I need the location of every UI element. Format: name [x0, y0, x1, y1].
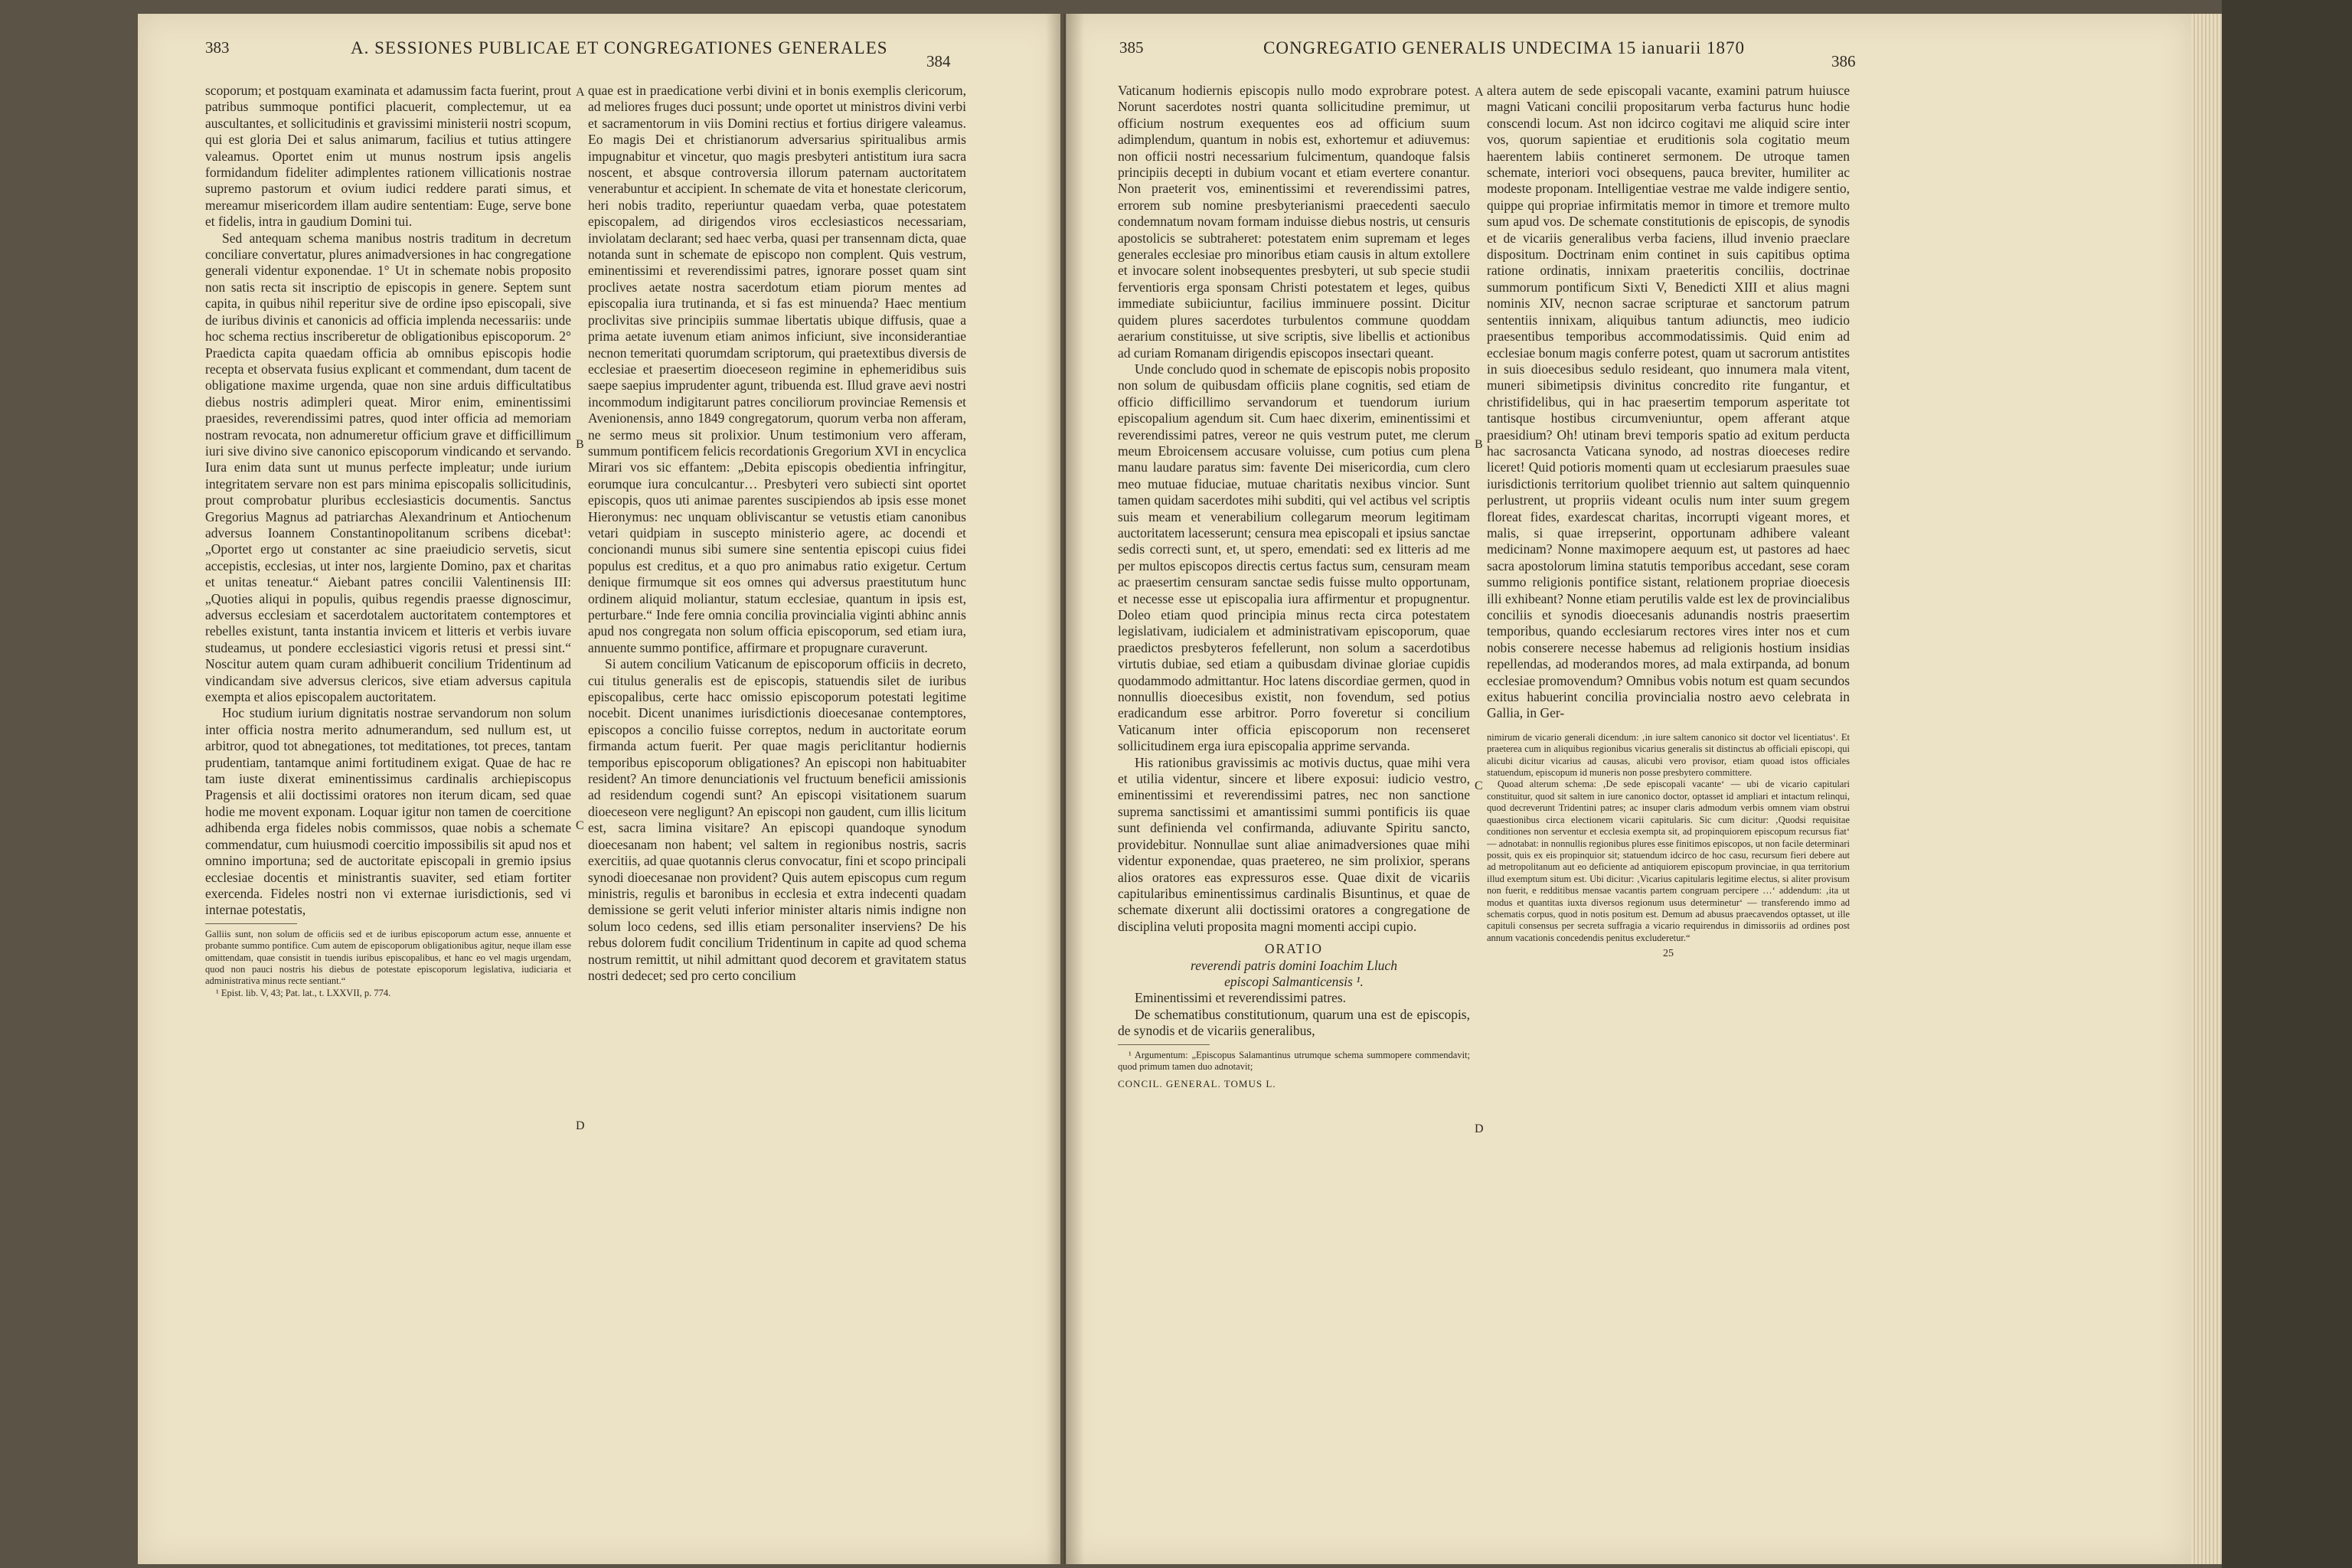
left-running-head: A. SESSIONES PUBLICAE ET CONGREGATIONES GENERALES: [351, 38, 888, 57]
margin-letter: C: [576, 819, 584, 832]
footnote: Galliis sunt, non solum de officiis sed et de iuribus episcoporum actum esse, annuente et probante summo pontifice. Cum autem de episcoporum obligationibus agitur, neque illam esse omittendam, quae consistit in tuendis iuribus episcopalibus, et hanc eo vel magis urgendam, quod non pauci nostris his diebus de potestate episcoporum legislativa, iudiciaria et administrativa minus recte sentiant.“: [205, 928, 571, 987]
oratio-subtitle: reverendi patris domini Ioachim Lluch: [1191, 957, 1397, 973]
footnotes: [1118, 1050, 1470, 1073]
footnotes: [205, 929, 571, 999]
right-column-1: [1118, 83, 1470, 1530]
margin-letter: A: [576, 86, 585, 99]
margin-letter: B: [576, 438, 584, 451]
paragraph: scoporum; et postquam examinata et adamussim facta fuerint, prout patribus summoque pontifici placuerit, complectemur, ut ea auscultantes, et sollicitudinis et gravissimi ministerii nostri scopum, qui est gloria Dei et salus animarum, facilius et tutius attingere valeamus. Oportet enim ut munus nostrum ipsis angelis formidandum fideliter adimplentes rationem villicationis nostrae supremo pastorum et ovium iudici reddere parati simus, et mereamur misericordem illam audire sententiam: Euge, serve bone et fidelis, intra in gaudium Domini tui.: [205, 83, 571, 230]
footnote: nimirum de vicario generali dicendum: ‚in iure saltem canonico sit doctor vel licentiatus‘. Et praeterea cum in aliquibus regionibus vicarius generalis sit distinctus ab officiali episcopi, qui alicubi dicitur vicarius ad causas, alicubi vero provisor, etiam quoad istos officiales statuendum, episcopum id muneris non posse presbytero committere.: [1487, 731, 1850, 779]
paragraph: Unde concludo quod in schemate de episcopis nobis proposito non solum de quibusdam officiis plane cognitis, sed etiam de officio difficillimo servandorum et tuendorum iurium episcopalium agendum sit. Cum haec dixerim, eminentissimi et reverendissimi patres, vereor ne quis vestrum putet, me clerum meum Ebroicensem accusare voluisse, cum potius cum plena manu laudare paratus sim: favente Dei misericordia, cum clero meo mutuae fiduciae, mutuae charitatis nexibus vincior. Sunt tamen quidam sacerdotes mihi subditi, qui vel actibus vel scriptis suis meam et venerabilium collegarum meorum legitimam auctoritatem lacesserunt; censura mea episcopali et ipsius sanctae sedis correcti sunt, et, ut spero, emendati: sed ex litteris ad me per multos episcopos directis certus factus sum, censuram meam ac praesertim censuram sanctae sedis fuisse multo opportunam, et necesse esse ut episcopalia iura affirmentur et propugnentur. Doleo etiam quod principia minus recta circa potestatem legislativam, iudicialem et administrativam episcoporum, quae praedictos presbyteros fefellerunt, non solum a sacerdotibus virtutis dubiae, sed etiam a quibusdam divinae gloriae cupidis quodammodo admittantur. Hoc latens discordiae germen, quod in nonnullis dioecesibus existit, non fovendum, sed potius eradicandum esse arbitror. Porro foveretur si concilium Vaticanum inter officia episcoporum non recenseret sollicitudinem erga iura episcopalia apprime servanda.: [1118, 361, 1470, 754]
paragraph: His rationibus gravissimis ac motivis ductus, quae mihi vera et utilia videntur, sincere et libere exposui: iudicio vestro, eminentissimi et reverendissimi patres, nec non sanctione suprema sanctissimi et amantissimi summi pontificis iis quae sunt definienda vel confirmanda, adiuvante Spiritu sancto, providebitur. Nonnullae sunt aliae animadversiones quae mihi videntur exponendae, quas praetereo, ne sim prolixior, sperans alios oratores eas expressuros esse. Quae dixit de vicariis capitularibus eminentissimus cardinalis Bisuntinus, et quae de schemate dixerunt alii doctissimi oratores a congregatione de disciplina veluti proposita magni momenti accipi cupio.: [1118, 754, 1470, 934]
margin-letter: A: [1475, 86, 1484, 99]
margin-letter: D: [1475, 1122, 1484, 1135]
margin-letter: B: [1475, 438, 1483, 451]
oratio-title: ORATIO: [1264, 941, 1324, 957]
footnote-rule: [1118, 1044, 1210, 1045]
right-column-2: [1487, 83, 1850, 1530]
paragraph: Si autem concilium Vaticanum de episcoporum officiis in decreto, cui titulus generalis est de episcopis, statuendis silet de iuribus episcopalibus, certe hacc omissio episcoporum potestati legitime nocebit. Dicent unanimes iurisdictionis dioecesanae contemptores, episcopos a concilio fuisse correptos, nedum in auctoritate eorum firmanda actum fuerit. Per quae magis periclitantur hodiernis temporibus episcoporum obligationes? An episcopi non habituabiter resident? An timore denunciationis vel fructuum beneficii amissionis ad residendum cogendi sunt? An episcopi visitationem suarum dioeceseon vere negligunt? An episcopi non gaudent, cum illis licitum est, sacra limina visitare? An episcopi quandoque synodum dioecesanam non habent; vel saltem in regionibus nostris, sacris exercitiis, ad quae quotannis clerus convocatur, fini et scopo principali synodi dioecesanae non provident? Quis autem episcopus cum regum ministris, regulis et baronibus in ecclesia et extra indecenti quadam demissione se gerit veluti inferior minister altaris nimis indigne non solum loco cedens, sed illis etiam personaliter inserviens? De his rebus dolorem fudit concilium Tridentinum in capite ad quod schema nostrum remittit, ut nihil admittant quod decorem et gravitatem status nostri dedecet; sed pro certo concilium: [588, 656, 966, 983]
page-footer-number: 25: [1663, 948, 1674, 960]
left-page-number-383: 383: [205, 38, 230, 57]
paragraph: altera autem de sede episcopali vacante, examini patrum huiusce magni Vaticani concilii propositarum verba facturus hunc hodie conscendi locum. Ast non idcirco cogitavi me aliquid scire inter vos, quorum sapientiae et eruditionis sola cogitatio meum haerentem labiis contineret sermonem. De utroque tamen schemate, interiori voci obsequens, pauca breviter, humiliter ac modeste proponam. Intelligentiae vestrae me valde indigere sentio, quippe qui propriae infirmitatis memor in timore et tremore multo sum apud vos. De schemate constitutionis de episcopis, de synodis et de vicariis generalibus verba faciens, illud invenio praeclare dispositum. Doctrinam enim continet in suis capitibus optima ratione ordinatis, innixam praeteritis conciliis, doctrinae summorum pontificum Sixti V, Benedicti XIII et alius magni nominis XIV, necnon sacrae scripturae et sanctorum patrum sententiis innixam, aliquibus tantum adiunctis, meo iudicio praesentibus temporibus accommodatissimis. Quid enim ad ecclesiae bonum magis conferre potest, quam ut sacrorum antistites in suis dioecesibus sedulo resideant, quo innumera mala vitent, muneri sibimetipsis divinitus concredito rite fungantur, et christifidelibus, qui in hac praesertim temporum asperitate tot tantisque hostibus circumveniuntur, opem afferant atque praesidium? Oh! utinam brevi temporis spatio ad exitum perducta hac sacrosancta Vaticana synodo, ad nostras dioeceses redire liceret! Quid potioris momenti quam ut ecclesiarum praesules suae iurisdictionis territorium quolibet triennio aut saltem quinquennio perlustrent, ut propriis videant oculis num inter suum gregem floreat fides, exardescat charitas, incorrupti vigeant mores, et malis, si quae irrepserint, opportunam adhibere valeant medicinam? Nonne maximopere aequum est, ut pastores ad haec sacra apostolorum limina statutis temporibus accedant, sese coram summo religionis pontifice sistant, relationem propriae dioecesis illi exhibeant? Nonne etiam perutilis valde est lex de provincialibus conciliis et synodis dioecesanis adunandis nostris praesertim temporibus, quando ecclesiarum rectores vires inter nos et cum nobis conserere necesse habemus ad religionis hostium insidias repellendas, ad moderandos mores, ad mala extirpanda, ad bonum ecclesiae promovendum? Omnibus vobis notum est quam secundos exitus habuerint concilia provincialia nostro aevo celebrata in Gallia, in Ger-: [1487, 83, 1850, 721]
left-column-1: [205, 83, 571, 1530]
oratio-subtitle: episcopi Salmanticensis ¹.: [1224, 973, 1364, 989]
footnote: Quoad alterum schema: ‚De sede episcopali vacante‘ — ubi de vicario capitulari constituitur, quod sit saltem in iure canonico doctor, optasset id ampliari et intactum relinqui, quod decreverunt Tridentini patres; ac insuper claris admodum verbis omnem viam obstrui quaestionibus circa electionem vicarii capitularis. Sic cum dicitur: ‚Quodsi requisitae conditiones non serventur et ecclesia exempta sit, ad propinquiorem episcopum recursus fiat‘ — adnotabat: in nonnullis regionibus plures esse finitimos episcopos, ut non facile determinari possit, quis ex eis propinquior sit; statuendum idcirco de hoc casu, recursum fieri debere aut ad metropolitanum aut eo deficiente ad antiquiorem episcopum provinciae, in qua territorium illud exemptum situm est. Ubi dicitur: ‚Vicarius capitularis legitime electus, si aliter provisum non fuerit, e redditibus mensae vacantis partem congruam percipere …‘ addendum: ‚ita ut modus et quantitas iuxta diversos regionum usus determinetur‘ — transferendo immo ad schematis corpus, quod in notis positum est. Demum ad abusus praecavendos optasset, ut ille capituli consensus per secreta suffragia a vicario requirendus in dimissoriis ad ordines post annum vacationis concedendis penitus excluderetur.“: [1487, 779, 1850, 943]
paragraph: Hoc studium iurium dignitatis nostrae servandorum non solum inter officia nostra merito adnumerandum, sed nullum est, ut arbitror, quod tot abnegationes, tot meditationes, tot preces, tantam prudentiam, tantamque animi fortitudinem exigat. Quae de hac re tam iuste dixerat eminentissimus cardinalis archiepiscopus Pragensis et alii doctissimi oratores non iterum dicam, sed quae hodie me movent exponam. Loquar igitur non tamen de coercitione adhibenda erga fideles nobis commissos, quae nobis a schemate commendatur, cum huiusmodi coercitio impossibilis sit apud nos et omnino importuna; sed de auctoritate episcopali in gremio ipsius ecclesiae docentis et ministrantis suaviter, sed etiam fortiter exercenda. Fideles nostri non vi externae iurisdictionis, sed vi internae potestatis,: [205, 705, 571, 918]
left-page-number-384: 384: [926, 52, 951, 70]
paragraph: Sed antequam schema manibus nostris traditum in decretum conciliare convertatur, plures animadversiones in hac congregatione generali videntur exponendae. 1° Ut in schemate nobis proposito non satis recta sit inscriptio de episcopis in genere. Septem sunt capita, in quibus nihil reperitur sive de ordine ipso episcopali, sive de iuribus divinis et canonicis ad officia implenda necessariis: unde hoc schema rectius inscriberetur de obligationibus episcoporum. 2° Praedicta capita quaedam officia ab omnibus episcopis hodie recepta et observata fusius explicant et commendant, dum tacent de obligatione maxime urgenda, quae non sine arduis difficultatibus diebus nostris adimpleri queat. Miror enim, eminentissimi praesides, reverendissimi patres, quod inter officia ad memoriam nostram revocata, non adnumeretur officium grave et difficillimum iuri sive divino sive canonico episcoporum vindicando et servando. Iura enim data sunt ut munus perfecte impleatur; unde iurium integritatem servare non est pars minima episcopalis sollicitudinis, prout comprobatur pluribus ecclesiasticis documentis. Sanctus Gregorius Magnus ad patriarchas Alexandrinum et Antiochenum adversus Ioannem Constantinopolitanum scribens dicebat¹: „Oportet ergo ut constanter ac sine praeiudicio servetis, sicut accepistis, ecclesias, ut inter nos, largiente Domino, pax et charitas et unitas teneatur.“ Aiebant patres concilii Valentinensis III: „Quoties aliqui in populis, quibus regendis praesse dignoscimur, adversus ecclesiam et sacerdotalem auctoritatem contemptores et rebelles existunt, tanta instantia invicem et litteris et verbis iuvare studeamus, ut pondere ecclesiastici vigoris retusi et pressi sint.“ Noscitur autem quam curam adhibuerit concilium Tridentinum ad vindicandam sive adversus clericos, sive etiam adversus capitula exempta et alios episcopalem auctoritatem.: [205, 230, 571, 705]
paragraph: quae est in praedicatione verbi divini et in bonis exemplis clericorum, ad meliores fruges duci possunt; unde oportet ut ministros divini verbi et sacramentorum in viis Domini rectius et fortius dirigere valeamus. Eo magis Dei et christianorum adversarius spiritualibus armis impugnabitur et vincetur, quo magis presbyteri antistitum iura sacra noscent, et absque controversia illorum paternam auctoritatem venerabuntur et accipient. In schemate de vita et honestate clericorum, heri nobis tradito, reperiuntur quaedam verba, quae potestatem episcopalem, ad dirigendos viros ecclesiasticos necessariam, inviolatam declarant; sed haec verba, quasi per transennam dicta, quae notanda sunt in schemate de episcopo non complent. Quis vestrum, eminentissimi et reverendissimi patres, ignorare posset quam sint proclives aetate nostra sacerdotum etiam piorum mentes ad episcopalia iura trutinanda, et si fas est minuenda? Haec mentium proclivitas sive principiis summae libertatis ubique diffusis, quae a prima aetate iuvenum etiam animos inficiunt, sive inconsiderantiae necnon temeritati quorumdam scriptorum, qui praetextibus diversis de ecclesiae et praesertim dioeceseon regimine in ephemeridibus suis saepe saepius imprudenter agunt, tribuenda est. Illud grave aevi nostri incommodum indigitarunt patres conciliorum provinciae Remensis et Avenionensis, anno 1849 congregatorum, quorum verba non afferam, ne sermo meus sit prolixior. Unum testimonium vero afferam, summum pontificem felicis recordationis Gregorium XVI in encyclica Mirari vos sic effantem: „Debita episcopis obedientia infringitur, eorumque iura conculcantur… Presbyteri vero subiecti sint oportet episcopis, quos uti animae parentes suscipiendos ab ipsis esse monet Hieronymus: nec unquam obliviscantur se vetustis etiam canonibus vetari quidpiam in suscepto ministerio agere, ac docendi et concionandi munus sibi sumere sine sententia episcopi cuius fidei populus est creditus, et a quo pro animabus ratio exigetur. Certum denique firmumque sit eos omnes qui adversus praestitutum hunc ordinem aliquid moliantur, statum ecclesiae, quantum in ipsis est, perturbare.“ Inde fere omnia concilia provincialia viginti abhinc annis apud nos congregata non solum officia episcoporum, sed etiam iura, annuente summo pontifice, affirmare et propugnare curaverunt.: [588, 83, 966, 655]
right-page-number-386: 386: [1831, 52, 1856, 70]
paragraph: Vaticanum hodiernis episcopis nullo modo exprobrare potest. Norunt sacerdotes nostri quanta sollicitudine premimur, ut officium nostrum exequentes eos ad officium suum adimplendum, quantum in nobis est, exhortemur et adiuvemus: non officii nostri necessarium fulcimentum, quandoque falsis principiis decepti in dubium vocant et etiam evertere conantur. Non praeterit vos, eminentissimi et reverendissimi patres, errorem sub nomine presbyterianismi praecedenti saeculo condemnatum novam formam induisse diebus nostris, ut censuris apostolicis se subtraheret: potestatem enim supremam et leges generales ecclesiae pro minoribus etiam causis in altum extollere et invocare solent inobsequentes presbyteri, ut sub specie studii ferventioris erga sponsam Christi potestatem et leges, quibus immediate subiiciuntur, facilius imminuere possint. Dicitur quidem plures sacerdotes turbulentos commune quoddam aerarium constituisse, ut sive scriptis, sive libellis et actionibus ad curiam Romanam dirigendis episcopos insectari queant.: [1118, 83, 1470, 361]
footnote-rule: [205, 923, 297, 924]
margin-letter: C: [1475, 779, 1483, 792]
book-cover: [2222, 0, 2352, 1568]
paragraph: De schematibus constitutionum, quarum una est de episcopis, de synodis et de vicariis generalibus,: [1118, 1006, 1470, 1039]
book-gutter: [1046, 14, 1084, 1564]
right-running-head: CONGREGATIO GENERALIS UNDECIMA 15 ianuarii 1870: [1263, 38, 1745, 57]
footnote: ¹ Argumentum: „Episcopus Salamantinus utrumque schema summopere commendavit; quod primum tamen duo adnotavit;: [1118, 1049, 1470, 1072]
signature-mark: CONCIL. GENERAL. TOMUS L.: [1118, 1078, 1276, 1090]
paragraph: Eminentissimi et reverendissimi patres.: [1135, 990, 1347, 1006]
right-page-number-385: 385: [1119, 38, 1144, 57]
footnotes: [1487, 732, 1850, 944]
footnote: ¹ Epist. lib. V, 43; Pat. lat., t. LXXVII, p. 774.: [216, 987, 391, 998]
margin-letter: D: [576, 1119, 585, 1132]
left-column-2: [588, 83, 966, 1530]
page-edges: [2191, 14, 2222, 1564]
